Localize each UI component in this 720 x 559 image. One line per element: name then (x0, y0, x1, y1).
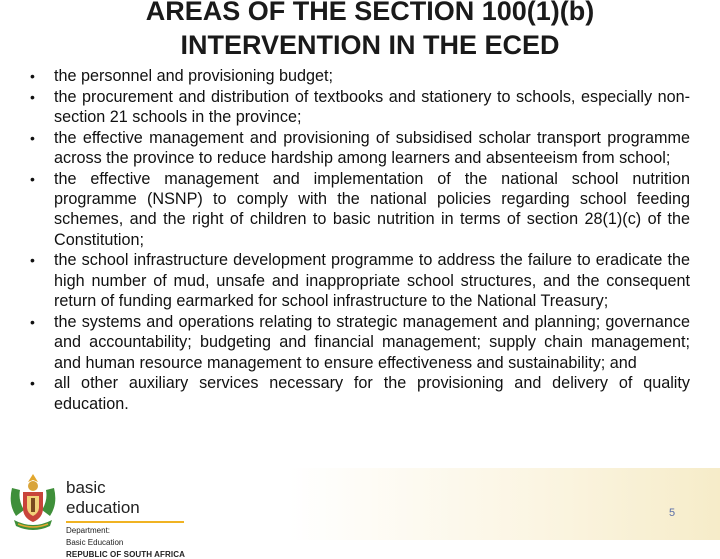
bullet-icon: • (30, 313, 35, 330)
bullet-text: the procurement and distribution of textbooks and stationery to schools, especially non-section 21 schools in the province; (54, 87, 690, 126)
bullet-icon: • (30, 252, 35, 269)
bullet-text: the effective management and provisioning of subsidised scholar transport programme across the province to reduce hardship among learners and absenteeism from school; (54, 128, 690, 167)
bullet-item (30, 250, 690, 311)
bullet-item (30, 169, 690, 251)
bullet-item (30, 373, 690, 414)
bullet-item (30, 66, 690, 86)
bullet-item (30, 87, 690, 128)
slide-title-line-2: INTERVENTION IN THE ECED (180, 30, 560, 60)
country-name: REPUBLIC OF SOUTH AFRICA (66, 550, 185, 559)
bullet-text: the systems and operations relating to strategic management and planning; governance and accountability; budgeting and financial management; supply chain management; and human resource management to ensure effectiveness and sustainability; and (54, 312, 690, 372)
coat-of-arms-icon (4, 470, 62, 536)
bullet-icon: • (30, 88, 35, 105)
bullet-text: the personnel and provisioning budget; (54, 67, 333, 85)
bullet-item (30, 128, 690, 169)
bullet-list (30, 66, 690, 414)
bullet-item (30, 312, 690, 373)
bullet-text: the school infrastructure development programme to address the failure to eradicate the high number of mud, unsafe and inappropriate school structures, and the consequent return of funding earmarked for school infrastructure to the National Treasury; (54, 251, 690, 311)
slide-title-line-1: AREAS OF THE SECTION 100(1)(b) (145, 0, 595, 26)
bullet-icon: • (30, 129, 35, 146)
bullet-icon: • (30, 68, 35, 84)
bullet-icon: • (30, 170, 35, 187)
bullet-text: all other auxiliary services necessary for the provisioning and delivery of quality education. (54, 374, 690, 413)
bullet-text: the effective management and implementation of the national school nutrition programme (NSNP) to comply with the national policies regarding school feeding schemes, and the right of children to basic nutrition in terms of section 28(1)(c) of the Constitution; (54, 169, 690, 249)
page-number: 5 (669, 507, 676, 519)
brand-name: basic education (66, 478, 184, 523)
slide-title (60, 0, 680, 62)
dept-name: Basic Education (66, 538, 124, 547)
bullet-icon: • (30, 375, 35, 392)
department-logo (66, 478, 216, 559)
dept-label: Department: (66, 526, 111, 535)
